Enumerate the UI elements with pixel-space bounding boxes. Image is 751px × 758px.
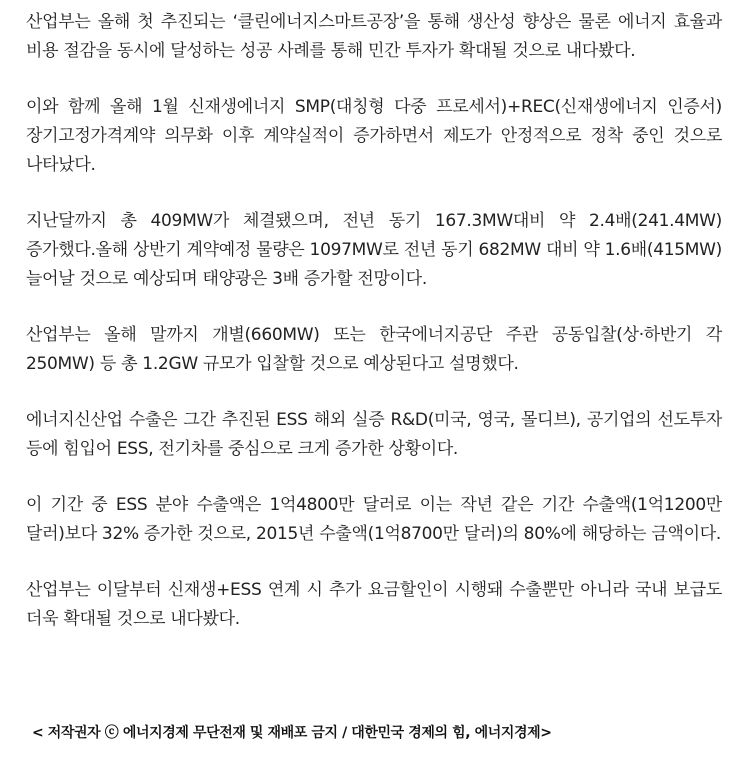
article-paragraph-3: 지난달까지 총 409MW가 체결됐으며, 전년 동기 167.3MW대비 약 2.4배(241.4MW) 증가했다.올해 상반기 계약예정 물량은 1097MW로 전년 동기 682MW 대비 약 1.6배(415MW) 늘어날 것으로 예상되며 태양광은 3배 증가할 전망이다. — [26, 211, 722, 289]
article-paragraph-7: 산업부는 이달부터 신재생+ESS 연계 시 추가 요금할인이 시행돼 수출뿐만 아니라 국내 보급도 더욱 확대될 것으로 내다봤다. — [26, 580, 722, 629]
article-paragraph-5: 에너지신산업 수출은 그간 추진된 ESS 해외 실증 R&D(미국, 영국, 몰디브), 공기업의 선도투자 등에 힘입어 ESS, 전기차를 중심으로 크게 증가한 상황이다. — [26, 410, 722, 459]
article-body — [26, 8, 722, 661]
copyright-notice: < 저작권자 ⓒ 에너지경제 무단전재 및 재배포 금지 / 대한민국 경제의 힘, 에너지경제> — [32, 725, 552, 741]
article-paragraph-1: 산업부는 올해 첫 추진되는 ‘클린에너지스마트공장’을 통해 생산성 향상은 물론 에너지 효율과 비용 절감을 동시에 달성하는 성공 사례를 통해 민간 투자가 확대될 것으로 내다봤다. — [26, 12, 722, 61]
article-paragraph-4: 산업부는 올해 말까지 개별(660MW) 또는 한국에너지공단 주관 공동입찰(상·하반기 각 250MW) 등 총 1.2GW 규모가 입찰할 것으로 예상된다고 설명했다. — [26, 325, 722, 374]
article-paragraph-6: 이 기간 중 ESS 분야 수출액은 1억4800만 달러로 이는 작년 같은 기간 수출액(1억1200만 달러)보다 32% 증가한 것으로, 2015년 수출액(1억8700만 달러)의 80%에 해당하는 금액이다. — [26, 495, 722, 544]
article-paragraph-2: 이와 함께 올해 1월 신재생에너지 SMP(대칭형 다중 프로세서)+REC(신재생에너지 인증서) 장기고정가격계약 의무화 이후 계약실적이 증가하면서 제도가 안정적으로 정착 중인 것으로 나타났다. — [26, 97, 722, 175]
